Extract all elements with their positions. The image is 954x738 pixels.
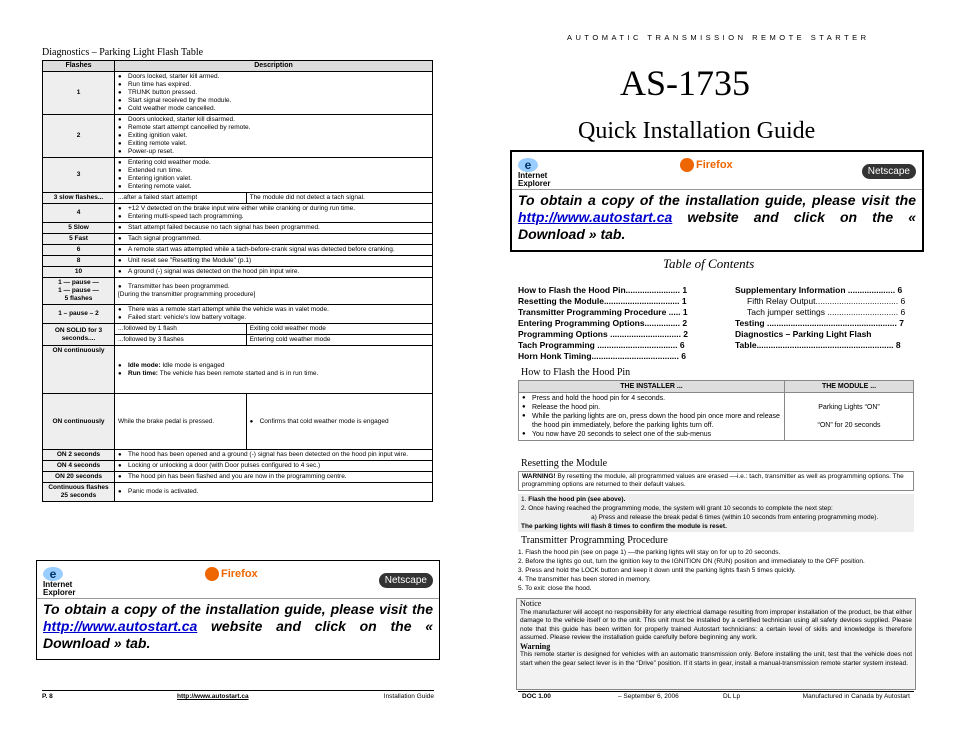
header-band: AUTOMATIC TRANSMISSION REMOTE STARTER: [567, 33, 870, 42]
reset-steps: 1. Flash the hood pin (see above). 2. Once having reached the programming mode, the system will grant 10 seconds to complete the next step: a) Press and release the break pedal 6 times (within 10 seconds from entering programming mode). The parking lights will flash 8 times to confirm the module is reset.: [518, 494, 914, 532]
module-header: THE MODULE ...: [785, 381, 914, 393]
hood-steps: ● Press and hold the hood pin for 4 seconds. ● Release the hood pin. ● While the parking lights are on, press down the hood pin once more and release the hood pin immediately, before the parking lights turn off. ● You now have 20 seconds to select one of the sub-menus: [519, 393, 785, 441]
flash-desc: Exiting cold weather mode: [246, 324, 432, 335]
internet-explorer-icon: e Internet Explorer: [518, 158, 551, 188]
notice-box: Notice The manufacturer will accept no responsibility for any electrical damage resulting from improper installation of the product, be that either damage to the vehicle itself or to the unit. This unit must be installed by a certified technician using all safety devices supplied. Please note that this guide has been written for properly trained Autostart technicians: a certain level of skills and knowledge is therefore assumed. Please review the installation guide carefully before beginning any work. Warning This remote starter is designed for vehicles with an automatic transmission only. Before installing the unit, test that the vehicle does not start when the gear select lever is in the “Drive” position. If it starts in gear, install a manual-transmission remote starter system instead.: [516, 598, 916, 690]
toc-item[interactable]: Supplementary Information .................... 6: [735, 285, 903, 295]
footer-right: DOC 1.00 – September 6, 2006 DL Lp Manufactured in Canada by Autostart: [518, 691, 914, 692]
guide-title: Quick Installation Guide: [578, 118, 816, 144]
footer-url[interactable]: http://www.autostart.ca: [177, 693, 249, 700]
flash-desc: ● Panic mode is activated.: [115, 483, 433, 502]
toc-item[interactable]: Testing ....................................................... 7: [735, 318, 904, 328]
hood-table: [518, 380, 914, 441]
firefox-icon: Firefox: [680, 158, 733, 172]
toc-title: Table of Contents: [663, 256, 755, 271]
flash-count: Continuous flashes 25 seconds: [43, 483, 115, 502]
flash-desc: ● Doors locked, starter kill armed. ● Run time has expired. ● TRUNK button pressed. ● Start signal received by the module. ● Cold weather mode cancelled.: [115, 72, 433, 115]
toc-item[interactable]: Fifth Relay Output................................... 6: [747, 296, 906, 306]
col-description: Description: [115, 61, 433, 72]
tx-title: Transmitter Programming Procedure: [521, 535, 668, 546]
model-title: AS-1735: [620, 63, 751, 103]
flash-count: 1 – pause – 2: [43, 305, 115, 324]
flash-count: ON SOLID for 3 seconds....: [43, 324, 115, 346]
installer-header: THE INSTALLER ...: [519, 381, 785, 393]
toc-item[interactable]: Resetting the Module................................ 1: [518, 296, 687, 306]
toc-right: [735, 285, 925, 351]
flash-count: 6: [43, 245, 115, 256]
flash-desc: ● Confirms that cold weather mode is engaged: [246, 394, 432, 450]
footer-left: P. 8 http://www.autostart.ca Installation Guide: [42, 690, 434, 691]
diag-title: Diagnostics – Parking Light Flash Table: [42, 47, 204, 58]
flash-desc: ● There was a remote start attempt while the vehicle was in valet mode. ● Failed start: vehicle's low battery voltage.: [115, 305, 433, 324]
col-flashes: Flashes: [43, 61, 115, 72]
toc-item[interactable]: Tach Programming .................................. 6: [518, 340, 685, 350]
flash-count: ON 2 seconds: [43, 450, 115, 461]
toc-item[interactable]: Entering Programming Options............... 2: [518, 318, 688, 328]
flash-desc: ● Start attempt failed because no tach signal has been programmed.: [115, 223, 433, 234]
netscape-icon: Netscape: [862, 164, 916, 179]
download-ad-left: [36, 560, 440, 660]
flash-desc: Entering cold weather mode: [246, 335, 432, 346]
autostart-link[interactable]: http://www.autostart.ca: [43, 618, 198, 634]
flash-desc: While the brake pedal is pressed.: [115, 394, 247, 450]
flash-count: 2: [43, 115, 115, 158]
flash-desc: ...followed by 1 flash: [115, 324, 247, 335]
flash-desc: ● The hood has been opened and a ground (-) signal has been detected on the hood pin input wire.: [115, 450, 433, 461]
flash-count: 8: [43, 256, 115, 267]
toc-item[interactable]: Programming Options .............................. 2: [518, 329, 689, 339]
flash-desc: ● Transmitter has been programmed. [During the transmitter programming procedure]: [115, 278, 433, 305]
flash-count: ON 20 seconds: [43, 472, 115, 483]
flash-count: ON continuously: [43, 394, 115, 450]
toc-left: [518, 285, 710, 362]
flash-desc: ● Doors unlocked, starter kill disarmed. ● Remote start attempt cancelled by remote. ● Exiting ignition valet. ● Exiting remote valet. ● Power-up reset.: [115, 115, 433, 158]
flash-desc: ● The hood pin has been flashed and you are now in the programming centre.: [115, 472, 433, 483]
toc-item[interactable]: Table.......................................................... 8: [735, 340, 901, 350]
flash-count: 4: [43, 204, 115, 223]
flash-desc: ● Idle mode: Idle mode is engaged ● Run time: The vehicle has been remote started and is in run time.: [115, 346, 433, 394]
tx-steps: 1. Flash the hood pin (see on page 1) ––the parking lights will stay on for up to 20 seconds. 2. Before the lights go out, turn the ignition key to the IGNITION ON (RUN) position and immediately to the OFF position. 3. Press and hold the LOCK button and keep it down until the parking lights flash 5 times quickly. 4. The transmitter has been stored in memory. 5. To exit: close the hood.: [518, 549, 865, 592]
flash-count: 10: [43, 267, 115, 278]
internet-explorer-icon: e Internet Explorer: [43, 567, 76, 597]
module-response: Parking Lights “ON” “ON” for 20 seconds: [785, 393, 914, 441]
flash-count: 1 — pause — 1 — pause — 5 flashes: [43, 278, 115, 305]
flash-desc: ...after a failed start attempt: [115, 193, 247, 204]
hood-title: How to Flash the Hood Pin: [521, 367, 631, 378]
toc-item[interactable]: How to Flash the Hood Pin....................... 1: [518, 285, 688, 295]
ad-text: To obtain a copy of the installation guide, please visit the http://www.autostart.ca website and click on the « Download » tab.: [43, 601, 434, 651]
toc-item[interactable]: Transmitter Programming Procedure ..... 1: [518, 307, 688, 317]
toc-item[interactable]: Horn Honk Timing..................................... 6: [518, 351, 686, 361]
netscape-icon: Netscape: [379, 573, 433, 588]
reset-title: Resetting the Module: [521, 458, 608, 469]
autostart-link[interactable]: http://www.autostart.ca: [518, 209, 673, 225]
flash-desc: ● A remote start was attempted while a tach-before-crank signal was detected before cranking.: [115, 245, 433, 256]
flash-desc: ● Unit reset see "Resetting the Module" (p.1): [115, 256, 433, 267]
flash-desc: ● Tach signal programmed.: [115, 234, 433, 245]
flash-count: 1: [43, 72, 115, 115]
toc-item[interactable]: Tach jumper settings .............................. 6: [747, 307, 906, 317]
flash-count: ON 4 seconds: [43, 461, 115, 472]
firefox-icon: Firefox: [205, 567, 258, 581]
flash-count: 5 Fast: [43, 234, 115, 245]
flash-count: 3: [43, 158, 115, 193]
flash-desc: ...followed by 3 flashes: [115, 335, 247, 346]
reset-warning: WARNING! By resetting the module, all programmed values are erased ––i.e.: tach, transmitter as well as programming options. The programming options are returned to their default values.: [518, 471, 914, 491]
ad-text: To obtain a copy of the installation guide, please visit the http://www.autostart.ca website and click on the « Download » tab.: [518, 192, 917, 242]
flash-count: ON continuously: [43, 346, 115, 394]
flash-desc: ● A ground (-) signal was detected on the hood pin input wire.: [115, 267, 433, 278]
flash-desc: The module did not detect a tach signal.: [246, 193, 432, 204]
toc-item[interactable]: Diagnostics – Parking Light Flash: [735, 329, 872, 339]
flash-count: 3 slow flashes...: [43, 193, 115, 204]
flash-count: 5 Slow: [43, 223, 115, 234]
flash-desc: ● Locking or unlocking a door (with Door pulses configured to 4 sec.): [115, 461, 433, 472]
flash-desc: ● +12 V detected on the brake input wire either while cranking or during run time. ● Entering multi-speed tach programming.: [115, 204, 433, 223]
flash-desc: ● Entering cold weather mode. ● Extended run time. ● Entering ignition valet. ● Entering remote valet.: [115, 158, 433, 193]
diagnostics-table: [42, 60, 433, 502]
download-ad-right: [510, 150, 924, 252]
